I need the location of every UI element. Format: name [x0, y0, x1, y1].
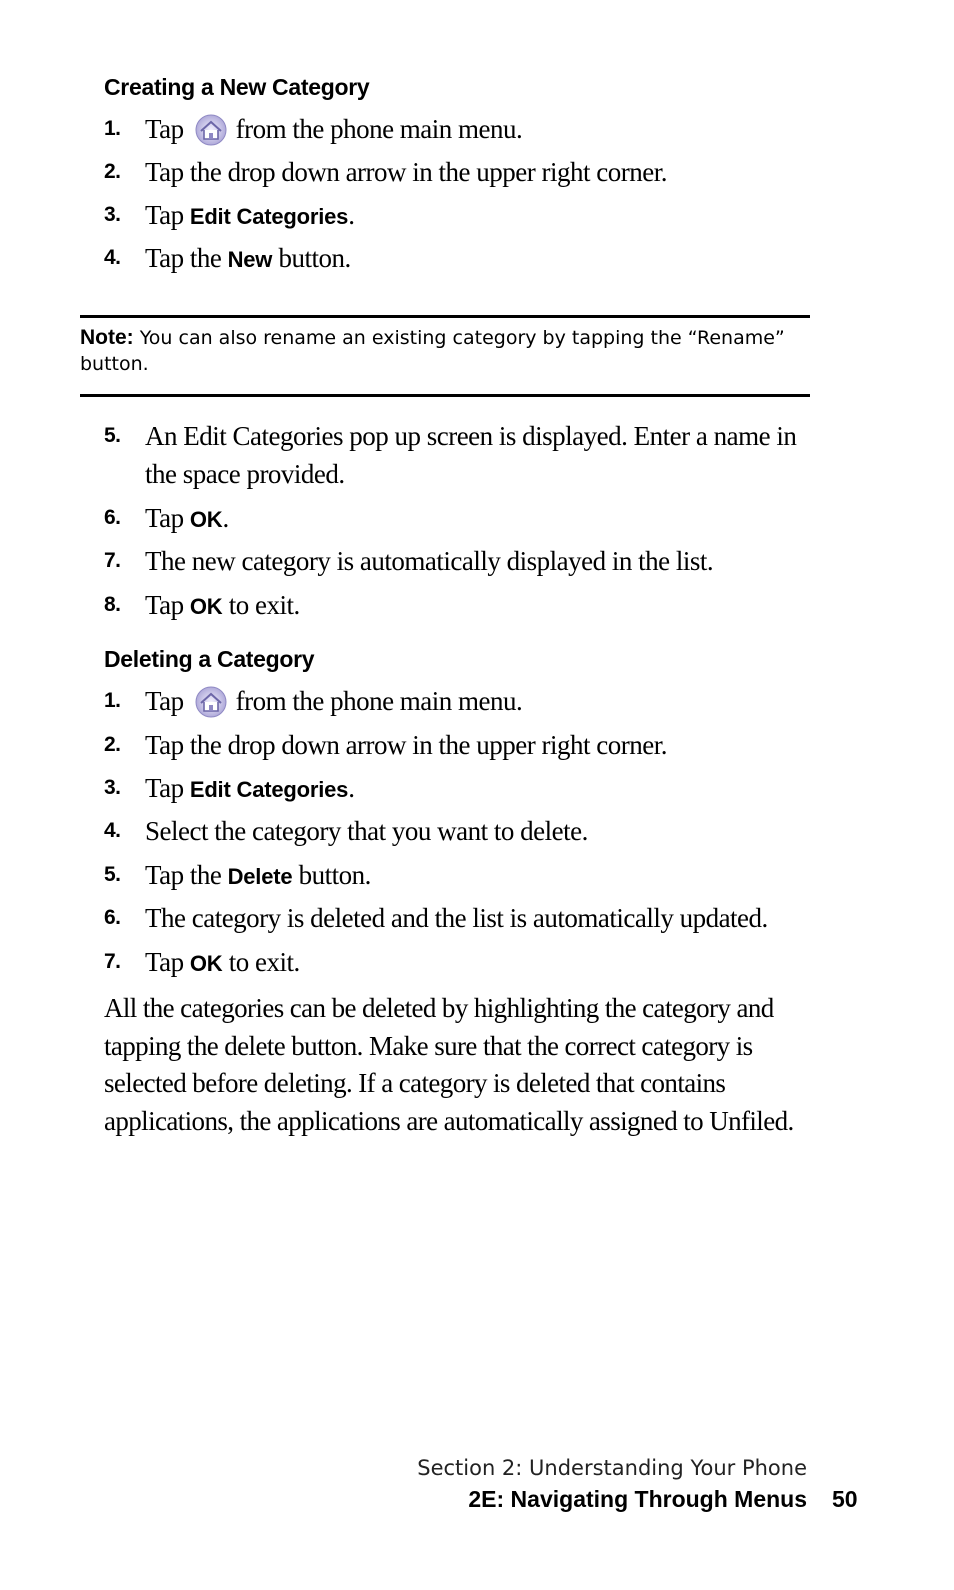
step-text: The category is deleted and the list is automatically updated.	[145, 903, 768, 933]
step-text: Tap the drop down arrow in the upper right corner.	[145, 730, 667, 760]
step-text: to exit.	[222, 590, 300, 620]
page-number: 50	[832, 1486, 858, 1512]
section-heading-delete: Deleting a Category	[104, 646, 315, 672]
step-text: from the phone main menu.	[235, 114, 523, 144]
home-icon	[194, 114, 228, 146]
note-text: You can also rename an existing category by tapping the “Rename” button.	[80, 327, 785, 375]
footer-section-title: Section 2: Understanding Your Phone	[417, 1456, 807, 1480]
body-paragraph: All the categories can be deleted by highlighting the category and tapping the delete button. Make sure that the correct category is selected before deleting. If a category is deleted that contains applications, the applications are automatically assigned to Unfiled.	[104, 993, 794, 1136]
ui-term: OK	[189, 594, 223, 619]
step-text: Select the category that you want to delete.	[145, 816, 588, 846]
step-number: 3.	[104, 203, 121, 226]
step-text: Tap the	[145, 860, 228, 890]
step-text: to exit.	[222, 947, 300, 977]
step-text: .	[348, 200, 355, 230]
step-text: from the phone main menu.	[235, 686, 523, 716]
step-number: 6.	[104, 906, 121, 929]
step-number: 4.	[104, 819, 121, 842]
step-number: 2.	[104, 160, 121, 183]
ui-term: OK	[189, 507, 223, 532]
step-number: 1.	[104, 117, 121, 140]
footer-chapter-title: 2E: Navigating Through Menus	[468, 1486, 807, 1512]
step-text: Tap	[145, 503, 190, 533]
step-number: 2.	[104, 733, 121, 756]
ui-term: Delete	[227, 864, 293, 889]
step-text: Tap	[145, 773, 190, 803]
ui-term: Edit Categories	[189, 204, 349, 229]
step-text: Tap	[145, 200, 190, 230]
step-number: 7.	[104, 549, 121, 572]
step-number: 7.	[104, 950, 121, 973]
step-text: Tap	[145, 686, 184, 716]
step-text: Tap	[145, 590, 190, 620]
note-top-rule	[80, 315, 810, 318]
step-number: 1.	[104, 689, 121, 712]
ui-term: Edit Categories	[189, 777, 349, 802]
step-number: 4.	[104, 246, 121, 269]
note-block	[80, 325, 810, 377]
step-text: An Edit Categories pop up screen is displayed. Enter a name in the space provided.	[145, 421, 797, 489]
ui-term: New	[227, 247, 273, 272]
note-label: Note:	[80, 326, 134, 349]
step-text: .	[348, 773, 355, 803]
section-heading-create: Creating a New Category	[104, 74, 370, 100]
ui-term: OK	[189, 951, 223, 976]
step-number: 3.	[104, 776, 121, 799]
step-text: button.	[272, 243, 351, 273]
step-text: .	[222, 503, 229, 533]
step-number: 5.	[104, 863, 121, 886]
note-bottom-rule	[80, 394, 810, 397]
step-number: 5.	[104, 424, 121, 447]
step-text: The new category is automatically displayed in the list.	[145, 546, 714, 576]
step-text: Tap	[145, 947, 190, 977]
step-text: Tap the	[145, 243, 228, 273]
step-text: button.	[292, 860, 371, 890]
step-number: 8.	[104, 593, 121, 616]
step-text: Tap	[145, 114, 184, 144]
home-icon	[194, 686, 228, 718]
step-number: 6.	[104, 506, 121, 529]
step-text: Tap the drop down arrow in the upper right corner.	[145, 157, 667, 187]
